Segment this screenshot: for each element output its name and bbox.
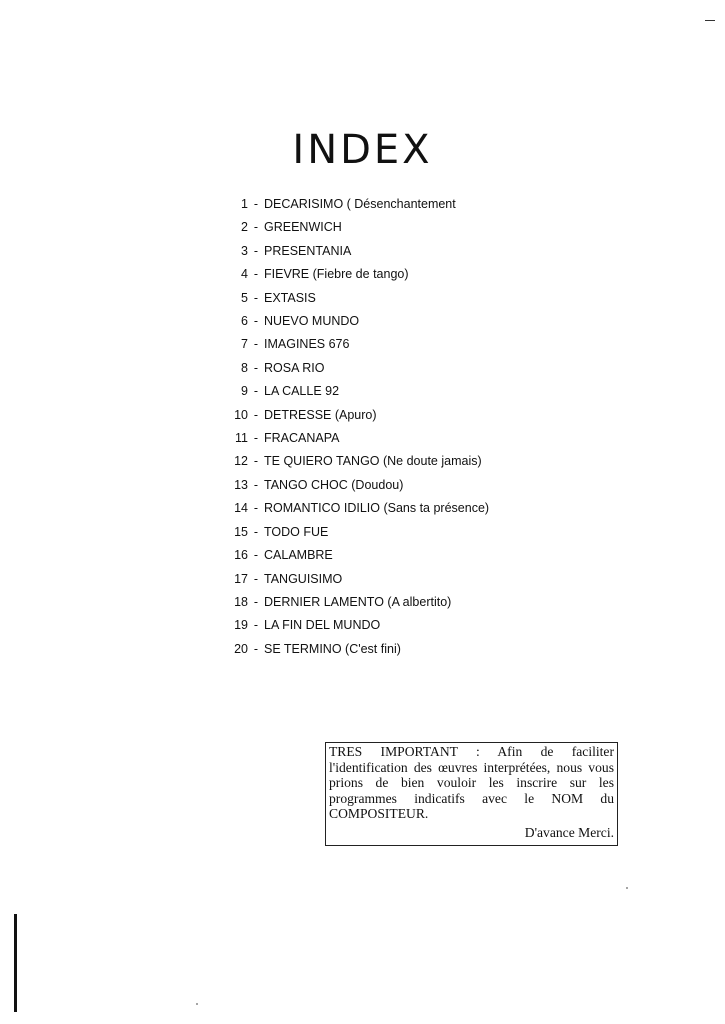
index-item-number: 19 — [234, 618, 248, 633]
index-item-title: FRACANAPA — [264, 431, 340, 446]
index-item-number: 12 — [234, 454, 248, 469]
index-item-title: SE TERMINO (C'est fini) — [264, 641, 401, 656]
page-title: INDEX — [292, 127, 433, 173]
index-item-title: FIEVRE (Fiebre de tango) — [264, 267, 409, 282]
index-item-number: 2 — [241, 220, 248, 235]
index-item-separator: - — [253, 548, 259, 563]
index-item-separator: - — [253, 337, 259, 352]
index-item — [228, 310, 489, 333]
index-item-number: 17 — [234, 571, 248, 586]
index-item-number: 7 — [241, 337, 248, 352]
scan-edge-line — [14, 914, 17, 1012]
index-item-number: 5 — [241, 290, 248, 305]
index-item-separator: - — [253, 571, 259, 586]
index-item-title: TE QUIERO TANGO (Ne doute jamais) — [264, 454, 482, 469]
index-item-title: DERNIER LAMENTO (A albertito) — [264, 594, 452, 609]
index-item-separator: - — [253, 477, 259, 492]
index-item — [228, 591, 489, 614]
index-item-separator: - — [253, 594, 259, 609]
index-item — [228, 263, 489, 286]
index-item-separator: - — [253, 618, 259, 633]
index-item-separator: - — [253, 197, 259, 211]
index-item — [228, 474, 489, 497]
index-item-title: IMAGINES 676 — [264, 337, 350, 352]
index-item — [228, 450, 489, 473]
index-item-title: LA CALLE 92 — [264, 384, 340, 399]
index-item-title: LA FIN DEL MUNDO — [264, 618, 381, 633]
index-item-separator: - — [253, 243, 259, 258]
index-item-number: 9 — [241, 384, 248, 399]
index-item — [228, 193, 489, 216]
index-item — [228, 240, 489, 263]
index-item-title: TANGUISIMO — [264, 571, 343, 586]
index-item-separator: - — [253, 641, 259, 656]
index-list — [228, 193, 489, 661]
index-item — [228, 544, 489, 567]
scan-speck — [626, 887, 628, 889]
index-item-number: 13 — [234, 477, 248, 492]
index-item — [228, 614, 489, 637]
index-item-title: EXTASIS — [264, 290, 316, 305]
index-item-title: DETRESSE (Apuro) — [264, 407, 377, 422]
index-item-title: ROSA RIO — [264, 360, 325, 375]
index-item-number: 4 — [241, 267, 248, 282]
index-item — [228, 357, 489, 380]
index-item-number: 14 — [234, 501, 248, 516]
index-item-title: DECARISIMO ( Désenchantement — [264, 197, 456, 211]
index-item-separator: - — [253, 524, 259, 539]
index-item-separator: - — [253, 501, 259, 516]
index-item-separator: - — [253, 314, 259, 329]
notice-box — [325, 742, 618, 846]
index-item — [228, 380, 489, 403]
index-item — [228, 521, 489, 544]
index-item-separator: - — [253, 267, 259, 282]
index-item — [228, 287, 489, 310]
index-item-title: NUEVO MUNDO — [264, 314, 360, 329]
corner-dash-mark — [705, 20, 715, 21]
index-item-number: 11 — [235, 431, 248, 446]
index-item-number: 16 — [234, 548, 248, 563]
index-item-separator: - — [253, 431, 259, 446]
index-item — [228, 333, 489, 356]
index-item-title: TANGO CHOC (Doudou) — [264, 477, 404, 492]
index-item-title: PRESENTANIA — [264, 243, 352, 258]
index-item-separator: - — [253, 360, 259, 375]
index-item-number: 1 — [241, 197, 248, 211]
index-item-number: 18 — [234, 594, 248, 609]
index-item — [228, 427, 489, 450]
index-item-title: GREENWICH — [264, 220, 342, 235]
index-item-title: CALAMBRE — [264, 548, 333, 563]
index-item-number: 8 — [241, 360, 248, 375]
index-item-separator: - — [253, 384, 259, 399]
notice-text: TRES IMPORTANT : Afin de faciliter l'identification des œuvres interprétées, nous vous prions de bien vouloir les inscrire sur les programmes indicatifs avec le NOM du COMPOSITEUR. — [329, 744, 614, 822]
index-item — [228, 216, 489, 239]
index-item-separator: - — [253, 454, 259, 469]
index-item-number: 20 — [234, 641, 248, 656]
index-item — [228, 568, 489, 591]
notice-signoff: D'avance Merci. — [524, 824, 614, 840]
scan-speck — [196, 1003, 198, 1005]
index-item — [228, 497, 489, 520]
index-item-separator: - — [253, 220, 259, 235]
index-item-number: 6 — [241, 314, 248, 329]
index-item-separator: - — [253, 290, 259, 305]
index-item — [228, 404, 489, 427]
index-item-number: 15 — [234, 524, 248, 539]
index-item-title: ROMANTICO IDILIO (Sans ta présence) — [264, 501, 490, 516]
index-item-number: 3 — [241, 243, 248, 258]
index-item — [228, 638, 489, 661]
index-item-separator: - — [253, 407, 259, 422]
index-item-number: 10 — [234, 407, 248, 422]
index-item-title: TODO FUE — [264, 524, 329, 539]
